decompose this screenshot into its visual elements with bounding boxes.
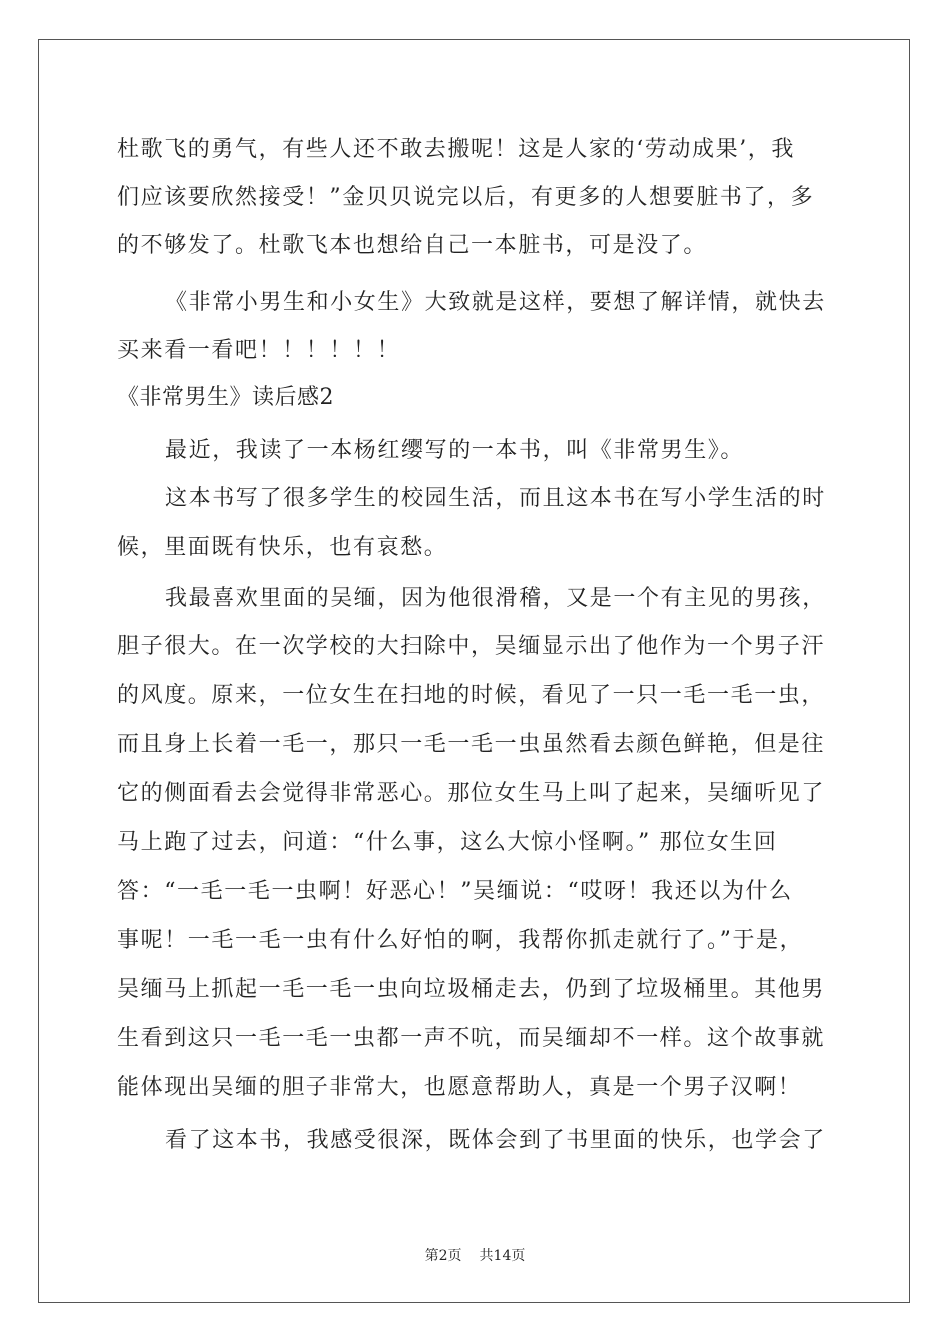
text-line: 胆子很大。在一次学校的大扫除中，吴缅显示出了他作为一个男子汗 bbox=[117, 634, 826, 659]
text-line: 能体现出吴缅的胆子非常大，也愿意帮助人，真是一个男子汉啊！ bbox=[117, 1075, 802, 1100]
text-line: 马上跑了过去，问道：“什么事，这么大惊小怪啊。” 那位女生回 bbox=[117, 830, 778, 855]
text-line: 事呢！一毛一毛一虫有什么好怕的啊，我帮你抓走就行了。”于是， bbox=[117, 928, 804, 953]
text-line: 生看到这只一毛一毛一虫都一声不吭，而吴缅却不一样。这个故事就 bbox=[117, 1026, 826, 1051]
page-total: 共14页 bbox=[479, 1248, 526, 1264]
text-line: 《非常小男生和小女生》大致就是这样，要想了解详情，就快去 bbox=[165, 290, 826, 315]
text-line: 候，里面既有快乐，也有哀愁。 bbox=[117, 535, 448, 560]
text-line: 它的侧面看去会觉得非常恶心。那位女生马上叫了起来，吴缅听见了 bbox=[117, 781, 826, 806]
text-line: 这本书写了很多学生的校园生活，而且这本书在写小学生活的时 bbox=[165, 486, 826, 511]
text-line: 们应该要欣然接受！”金贝贝说完以后，有更多的人想要脏书了，多 bbox=[117, 185, 815, 210]
text-line: 的不够发了。杜歌飞本也想给自己一本脏书，可是没了。 bbox=[117, 233, 708, 258]
page-number: 第2页 bbox=[424, 1248, 462, 1264]
text-line: 杜歌飞的勇气，有些人还不敢去搬呢！这是人家的‘劳动成果’，我 bbox=[117, 137, 795, 162]
text-line: 答：“一毛一毛一虫啊！好恶心！”吴缅说：“哎呀！我还以为什么 bbox=[117, 879, 793, 904]
page-footer bbox=[0, 1246, 950, 1266]
text-line: 看了这本书，我感受很深，既体会到了书里面的快乐，也学会了 bbox=[165, 1128, 826, 1153]
text-line: 吴缅马上抓起一毛一毛一虫向垃圾桶走去，仍到了垃圾桶里。其他男 bbox=[117, 977, 826, 1002]
page-border bbox=[38, 39, 910, 1303]
text-line: 买来看一看吧！！！！！！ bbox=[117, 338, 401, 363]
text-line: 我最喜欢里面的吴缅，因为他很滑稽，又是一个有主见的男孩， bbox=[165, 586, 826, 611]
text-line: 的风度。原来，一位女生在扫地的时候，看见了一只一毛一毛一虫， bbox=[117, 683, 826, 708]
section-heading: 《非常男生》读后感2 bbox=[117, 385, 334, 410]
text-line: 而且身上长着一毛一，那只一毛一毛一虫虽然看去颜色鲜艳，但是往 bbox=[117, 732, 826, 757]
text-line: 最近，我读了一本杨红缨写的一本书，叫《非常男生》。 bbox=[165, 438, 745, 463]
